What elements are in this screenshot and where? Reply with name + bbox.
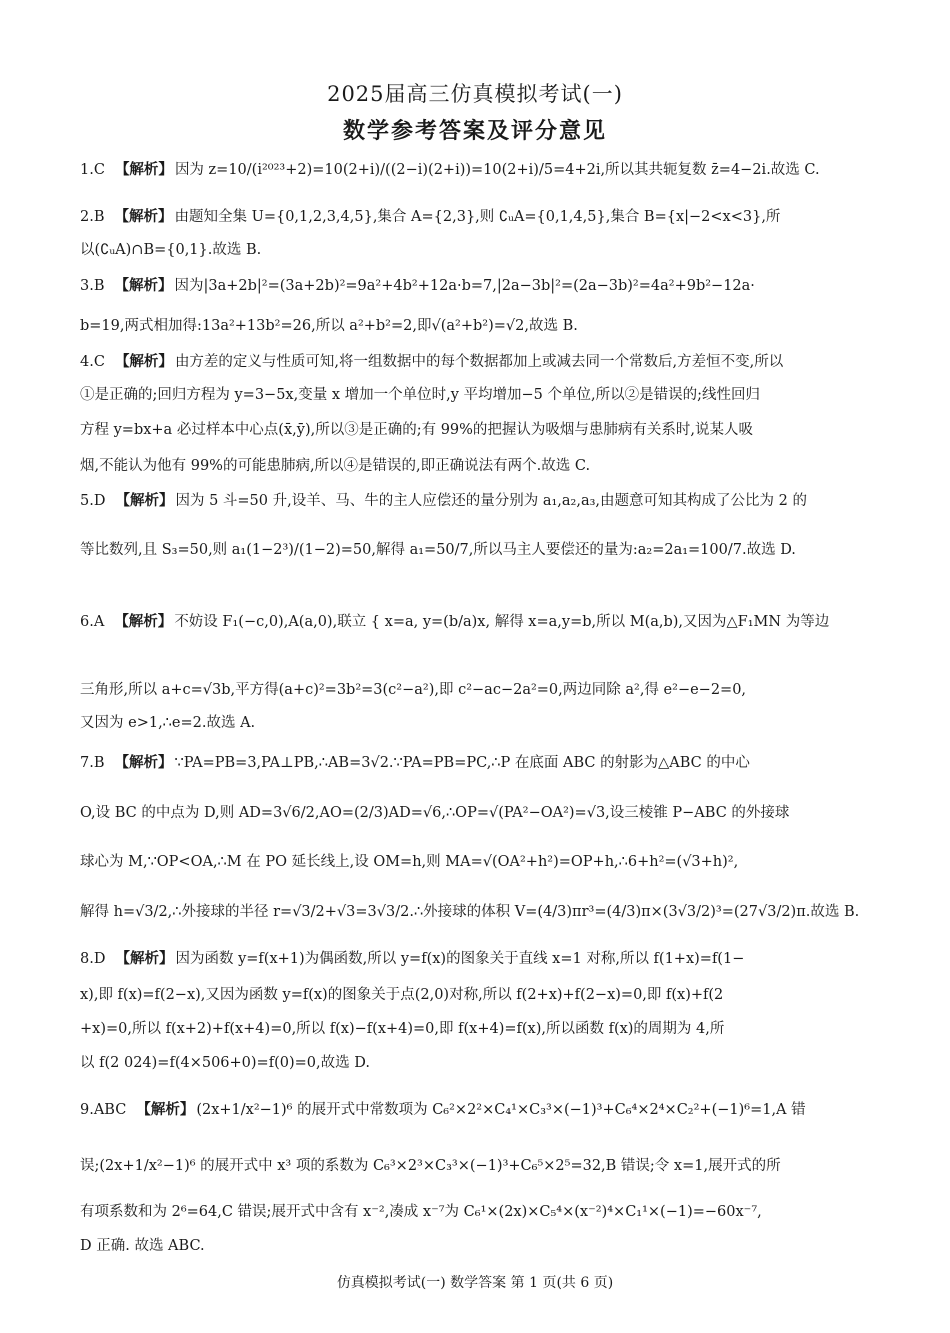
item-3-line-1	[80, 276, 872, 296]
item-5-line-1	[80, 491, 872, 511]
item-text: 由题知全集 U={0,1,2,3,4,5},集合 A={2,3},则 ∁ᵤA={0,1,4,5},集合 B={x|−2<x<3},所	[174, 209, 781, 225]
analysis-tag: 【解析】	[114, 354, 173, 370]
item-9-line-4: D 正确. 故选 ABC.	[80, 1238, 205, 1254]
analysis-tag: 【解析】	[114, 755, 173, 771]
item-text: 因为 z=10/(i²⁰²³+2)=10(2+i)/((2−i)(2+i))=10(2+i)/5=4+2i,所以其共轭复数 z̄=4−2i.故选 C.	[174, 162, 820, 178]
item-1-line-1	[80, 160, 872, 180]
item-8-line-4: 以 f(2 024)=f(4×506+0)=f(0)=0,故选 D.	[80, 1055, 370, 1071]
item-7-line-4: 解得 h=√3/2,∴外接球的半径 r=√3/2+√3=3√3/2.∴外接球的体积 V=(4/3)πr³=(4/3)π×(3√3/2)³=(27√3/2)π.故选 B.	[80, 904, 860, 920]
item-text: ∵PA=PB=3,PA⊥PB,∴AB=3√2.∵PA=PB=PC,∴P 在底面 ABC 的射影为△ABC 的中心	[174, 755, 750, 771]
analysis-tag: 【解析】	[114, 209, 173, 225]
analysis-tag: 【解析】	[114, 278, 173, 294]
item-3-line-2: b=19,两式相加得:13a²+13b²=26,所以 a²+b²=2,即√(a²+b²)=√2,故选 B.	[80, 318, 578, 334]
item-6-line-2: 三角形,所以 a+c=√3b,平方得(a+c)²=3b²=3(c²−a²),即 c²−ac−2a²=0,两边同除 a²,得 e²−e−2=0,	[80, 682, 747, 698]
item-text: 由方差的定义与性质可知,将一组数据中的每个数据都加上或减去同一个常数后,方差恒不变,所以	[174, 354, 784, 370]
item-number: 1.C	[80, 162, 105, 178]
item-number: 6.A	[80, 614, 105, 630]
item-number: 8.D	[80, 951, 106, 967]
item-number: 4.C	[80, 354, 105, 370]
page-footer: 仿真模拟考试(一) 数学答案 第 1 页(共 6 页)	[336, 1275, 614, 1291]
item-9-line-2: 误;(2x+1/x²−1)⁶ 的展开式中 x³ 项的系数为 C₆³×2³×C₃³×(−1)³+C₆⁵×2⁵=32,B 错误;令 x=1,展开式的所	[80, 1158, 781, 1174]
item-9-line-3: 有项系数和为 2⁶=64,C 错误;展开式中含有 x⁻²,凑成 x⁻⁷为 C₆¹×(2x)×C₅⁴×(x⁻²)⁴×C₁¹×(−1)=−60x⁻⁷,	[80, 1204, 762, 1220]
item-7-line-3: 球心为 M,∵OP<OA,∴M 在 PO 延长线上,设 OM=h,则 MA=√(OA²+h²)=OP+h,∴6+h²=(√3+h)²,	[80, 854, 739, 870]
item-text: (2x+1/x²−1)⁶ 的展开式中常数项为 C₆²×2²×C₄¹×C₃³×(−1)³+C₆⁴×2⁴×C₂²+(−1)⁶=1,A 错	[196, 1102, 806, 1118]
item-4-line-1	[80, 352, 872, 372]
exam-title: 2025届高三仿真模拟考试(一)	[327, 82, 623, 106]
item-9-line-1	[80, 1100, 872, 1120]
answer-subtitle: 数学参考答案及评分意见	[342, 119, 607, 144]
item-4-line-3: 方程 y=bx+a 必过样本中心点(x̄,ȳ),所以③是正确的;有 99%的把握认为吸烟与患肺病有关系时,说某人吸	[80, 422, 754, 438]
item-number: 2.B	[80, 209, 105, 225]
item-text: 因为|3a+2b|²=(3a+2b)²=9a²+4b²+12a·b=7,|2a−3b|²=(2a−3b)²=4a²+9b²−12a·	[174, 278, 755, 294]
item-2-line-1	[80, 207, 872, 227]
item-2-line-2: 以(∁ᵤA)∩B={0,1}.故选 B.	[80, 242, 262, 258]
item-6-line-3: 又因为 e>1,∴e=2.故选 A.	[80, 715, 256, 731]
item-number: 3.B	[80, 278, 105, 294]
analysis-tag: 【解析】	[115, 951, 174, 967]
item-7-line-2: O,设 BC 的中点为 D,则 AD=3√6/2,AO=(2/3)AD=√6,∴OP=√(PA²−OA²)=√3,设三棱锥 P−ABC 的外接球	[80, 805, 790, 821]
item-text: 因为函数 y=f(x+1)为偶函数,所以 y=f(x)的图象关于直线 x=1 对称,所以 f(1+x)=f(1−	[175, 951, 745, 967]
item-7-line-1	[80, 753, 872, 773]
item-text: 因为 5 斗=50 升,设羊、马、牛的主人应偿还的量分别为 a₁,a₂,a₃,由题意可知其构成了公比为 2 的	[175, 493, 807, 509]
item-number: 7.B	[80, 755, 105, 771]
item-text: 不妨设 F₁(−c,0),A(a,0),联立 { x=a, y=(b/a)x, 解得 x=a,y=b,所以 M(a,b),又因为△F₁MN 为等边	[174, 614, 830, 630]
item-4-line-2: ①是正确的;回归方程为 y=3−5x,变量 x 增加一个单位时,y 平均增加−5 个单位,所以②是错误的;线性回归	[80, 387, 761, 403]
item-4-line-4: 烟,不能认为他有 99%的可能患肺病,所以④是错误的,即正确说法有两个.故选 C.	[80, 458, 591, 474]
item-number: 5.D	[80, 493, 106, 509]
item-5-line-2: 等比数列,且 S₃=50,则 a₁(1−2³)/(1−2)=50,解得 a₁=50/7,所以马主人要偿还的量为:a₂=2a₁=100/7.故选 D.	[80, 542, 796, 558]
analysis-tag: 【解析】	[115, 493, 174, 509]
item-8-line-2: x),即 f(x)=f(2−x),又因为函数 y=f(x)的图象关于点(2,0)对称,所以 f(2+x)+f(2−x)=0,即 f(x)+f(2	[80, 987, 724, 1003]
analysis-tag: 【解析】	[114, 614, 173, 630]
analysis-tag: 【解析】	[136, 1102, 195, 1118]
analysis-tag: 【解析】	[114, 162, 173, 178]
item-8-line-1	[80, 949, 872, 969]
item-8-line-3: +x)=0,所以 f(x+2)+f(x+4)=0,所以 f(x)−f(x+4)=0,即 f(x+4)=f(x),所以函数 f(x)的周期为 4,所	[80, 1021, 725, 1037]
item-6-line-1	[80, 612, 872, 632]
item-number: 9.ABC	[80, 1102, 127, 1118]
